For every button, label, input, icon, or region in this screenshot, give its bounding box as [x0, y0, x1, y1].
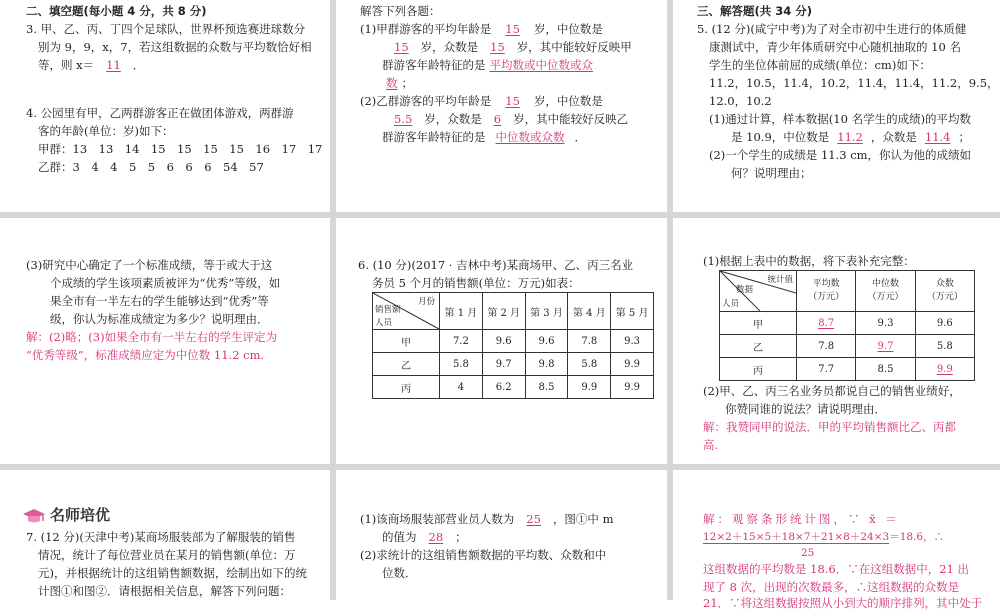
cell: 9.7	[482, 353, 525, 376]
panel-q7-solution	[673, 470, 1000, 610]
solution-line2: 高.	[703, 438, 719, 452]
cell: 9.3	[611, 330, 654, 353]
b-line3	[382, 128, 586, 146]
solution-line5: 21．∵将这组数据按照从小到大的顺序排列，其中处于	[703, 596, 983, 610]
panel-q6-answers	[673, 218, 1000, 464]
header-cell	[856, 271, 915, 312]
q5-part3-line4: 级，你认为标准成绩定为多少？说明理由．	[50, 312, 269, 326]
q7-line4: 计图①和图②．请根据相关信息，解答下列问题：	[38, 584, 291, 598]
header-cell	[797, 271, 856, 312]
answer-mean-jia: 15	[505, 22, 520, 36]
q6-part2-line1: (2)甲、乙、丙三名业务员都说自己的销售业绩好，	[703, 384, 961, 398]
q3-line1: 3. 甲、乙、丙、丁四个足球队，世界杯预选赛进球数分	[26, 22, 306, 36]
solution-line1: 解：我赞同甲的说法．甲的平均销售额比乙、丙都	[703, 420, 956, 434]
text: 岁，众数是	[424, 112, 482, 126]
text: ；	[958, 130, 970, 144]
cell: 5.8	[915, 335, 974, 358]
a-line1	[360, 20, 603, 38]
q3-text: 等，则 x＝	[38, 58, 95, 72]
table-row	[720, 335, 975, 358]
cell: 7.8	[568, 330, 611, 353]
cell: 9.6	[482, 330, 525, 353]
cell: 6.2	[482, 376, 525, 399]
cell: 9.9	[611, 353, 654, 376]
corner-label-sales: 销售额	[375, 305, 401, 315]
text: ；	[401, 76, 413, 90]
cell: 5.8	[440, 353, 483, 376]
text: ，图①中 m	[552, 512, 614, 526]
table-corner	[720, 271, 797, 312]
text: ．	[574, 130, 586, 144]
cell: 9.3	[856, 312, 915, 335]
q5-part1: (1)通过计算，样本数据(10 名学生的成绩)的平均数	[709, 112, 972, 126]
panel-q6	[336, 218, 667, 464]
q7-part2-line1: (2)求统计的这组销售额数据的平均数、众数和中	[360, 548, 607, 562]
text: 群游客年龄特征的是	[382, 130, 486, 144]
cell: 7.7	[797, 358, 856, 381]
header-unit: （万元）	[926, 292, 963, 302]
text: (1)甲群游客的平均年龄是	[360, 22, 492, 36]
panel-q7-parts	[336, 470, 667, 600]
text: ；	[455, 530, 467, 544]
b-line2	[382, 110, 628, 128]
text: 的值为	[382, 530, 417, 544]
panel-q5	[673, 0, 1000, 212]
q5-part3-line3: 果全市有一半左右的学生能够达到“优秀”等	[50, 294, 269, 308]
cell: 9.6	[915, 312, 974, 335]
q5-line2: 康测试中，青少年体质研究中心随机抽取的 10 名	[709, 40, 961, 54]
corner-label-data: 数据	[736, 285, 754, 295]
a-line2	[382, 38, 632, 56]
q6-part2-line2: 你赞同谁的说法？请说明理由．	[725, 402, 886, 416]
row-name: 甲	[720, 312, 797, 335]
a-line4	[382, 74, 413, 92]
text: 岁，其中能较好反映甲	[516, 40, 632, 54]
q5-part2: (2)一个学生的成绩是 11.3 cm，你认为他的成绩如	[709, 148, 972, 162]
answer-cell: 8.7	[797, 312, 856, 335]
panel-fill-in-questions	[0, 0, 330, 212]
q4-group-yi: 乙群：3 4 4 5 5 6 6 6 54 57	[38, 160, 264, 174]
row-name: 乙	[373, 353, 440, 376]
header-unit: （万元）	[808, 292, 845, 302]
answer-mode-yi: 6	[493, 112, 502, 126]
header-label: 众数	[935, 279, 954, 289]
q3-answer: 11	[106, 58, 121, 72]
header-cell: 第 3 月	[525, 293, 568, 330]
section-title: 二、填空题(每小题 4 分，共 8 分)	[26, 4, 207, 18]
answer-mean-yi: 15	[505, 94, 520, 108]
q6-line2: 务员 5 个月的销售额(单位：万元)如表：	[372, 276, 580, 290]
cell: 9.9	[568, 376, 611, 399]
q4-line2: 客的年龄(单位：岁)如下：	[38, 124, 174, 138]
solution-line2: “优秀等级”，标准成绩应定为中位数 11.2 cm.	[26, 348, 265, 362]
answer-mode-jia: 15	[490, 40, 505, 54]
text: 岁，众数是	[420, 40, 479, 54]
solution-fraction-line	[703, 528, 944, 546]
q7-line2: 情况，统计了每位营业员在某月的销售额(单位：万	[38, 548, 296, 562]
q7-line1: 7. (12 分)(天津中考)某商场服装部为了解服装的销售	[26, 530, 296, 544]
header-cell: 第 1 月	[440, 293, 483, 330]
text: 岁，中位数是	[533, 22, 603, 36]
answer-feature-jia-cont: 数	[386, 76, 398, 90]
answer-median-jia: 15	[394, 40, 409, 54]
text: ，众数是	[870, 130, 917, 144]
fraction-denominator: 25	[801, 547, 815, 559]
text: 岁，其中能较好反映乙	[513, 112, 629, 126]
text: (2)乙群游客的平均年龄是	[360, 94, 492, 108]
section-title: 三、解答题(共 34 分)	[697, 4, 813, 18]
text: ＝18.6，∴	[889, 531, 945, 543]
q3-line2: 别为 9，9，x，7，若这组数据的众数与平均数恰好相	[38, 40, 312, 54]
panel-q5-part3	[0, 218, 330, 464]
table-row	[373, 330, 654, 353]
q5-line3: 学生的坐位体前屈的成绩(单位：cm)如下：	[709, 58, 931, 72]
answer-m-value: 28	[428, 530, 444, 544]
answer-cell: 9.9	[915, 358, 974, 381]
graduation-cap-icon	[22, 508, 46, 524]
table-row	[720, 358, 975, 381]
a-line3	[382, 56, 597, 74]
solution-line4: 现了 8 次，出现的次数最多，∴这组数据的众数是	[703, 580, 960, 594]
fraction-numerator: 12×2＋15×5＋18×7＋21×8＋24×3	[703, 531, 890, 543]
cell: 9.9	[611, 376, 654, 399]
text: 是 10.9，中位数是	[731, 130, 830, 144]
header-unit: （万元）	[867, 292, 904, 302]
solution-line1: 解：(2)略；(3)如果全市有一半左右的学生评定为	[26, 330, 278, 344]
header-cell: 第 2 月	[482, 293, 525, 330]
corner-label-stat: 统计值	[767, 275, 793, 285]
row-name: 丙	[373, 376, 440, 399]
b-line1	[360, 92, 603, 110]
stats-table	[719, 270, 975, 381]
cell: 7.8	[797, 335, 856, 358]
header-cell: 第 4 月	[568, 293, 611, 330]
answer-median-yi: 5.5	[394, 112, 413, 126]
cell: 8.5	[856, 358, 915, 381]
q5-part2-cont: 何？说明理由；	[731, 166, 812, 180]
table-row	[373, 376, 654, 399]
panel-q4-answers	[336, 0, 667, 212]
q3-end: ．	[132, 58, 145, 72]
table-row	[373, 353, 654, 376]
q7-part2-line2: 位数．	[382, 566, 417, 580]
answer-feature-yi: 中位数或众数	[495, 130, 565, 144]
cell: 4	[440, 376, 483, 399]
cell: 9.6	[525, 330, 568, 353]
q4-line1: 4. 公园里有甲，乙两群游客正在做团体游戏，两群游	[26, 106, 294, 120]
q5-line1: 5. (12 分)(咸宁中考)为了对全市初中生进行的体质健	[697, 22, 967, 36]
text: 群游客年龄特征的是	[382, 58, 486, 72]
q6-part1: (1)根据上表中的数据，将下表补充完整：	[703, 254, 915, 268]
row-name: 丙	[720, 358, 797, 381]
cell: 9.8	[525, 353, 568, 376]
header-label: 平均数	[812, 279, 840, 289]
header-cell: 第 5 月	[611, 293, 654, 330]
corner-label-staff: 人员	[375, 318, 393, 328]
cell: 8.5	[525, 376, 568, 399]
q3-line3	[38, 56, 144, 74]
answer-median: 11.2	[837, 130, 863, 144]
corner-label-staff: 人员	[722, 299, 740, 309]
q7-part1-line2	[382, 528, 467, 546]
sales-table	[372, 292, 654, 399]
table-row	[720, 312, 975, 335]
q5-data1: 11.2，10.5，11.4，10.2，11.4，11.4，11.2，9.5，	[709, 76, 999, 90]
row-name: 甲	[373, 330, 440, 353]
header-cell	[915, 271, 974, 312]
text: 岁，中位数是	[533, 94, 603, 108]
q5-data2: 12.0，10.2	[709, 94, 772, 108]
q5-part3-line2: 个成绩的学生该项素质被评为“优秀”等级，如	[50, 276, 281, 290]
panel-q7	[0, 470, 330, 600]
q7-line3: 元)，并根据统计的这组销售额数据，绘制出如下的统	[38, 566, 307, 580]
header-label: 中位数	[871, 279, 899, 289]
q5-part1-answer-line	[731, 128, 970, 146]
answer-mode: 11.4	[924, 130, 951, 144]
cell: 5.8	[568, 353, 611, 376]
corner-label-month: 月份	[417, 297, 435, 307]
intro-text: 解答下列各题：	[360, 4, 441, 18]
q4-group-jia: 甲群：13 13 14 15 15 15 15 16 17 17	[38, 142, 323, 156]
q6-line1: 6. (10 分)(2017 · 吉林中考)某商场甲、乙、丙三名业	[358, 258, 634, 272]
text: (1)该商场服装部营业员人数为	[360, 512, 515, 526]
solution-line3: 这组数据的平均数是 18.6．∵在这组数据中，21 出	[703, 562, 970, 576]
answer-feature-jia: 平均数或中位数或众	[489, 58, 593, 72]
solution-line1: 解：观察条形统计图，∵ x̄ ＝	[703, 512, 900, 526]
answer-staff-count: 25	[526, 512, 541, 526]
row-name: 乙	[720, 335, 797, 358]
q7-part1-line1	[360, 510, 614, 528]
q5-part3-line1: (3)研究中心确定了一个标准成绩，等于或大于这	[26, 258, 273, 272]
cell: 7.2	[440, 330, 483, 353]
banner-title: 名师培优	[50, 506, 111, 524]
answer-cell: 9.7	[856, 335, 915, 358]
table-corner	[373, 293, 440, 330]
